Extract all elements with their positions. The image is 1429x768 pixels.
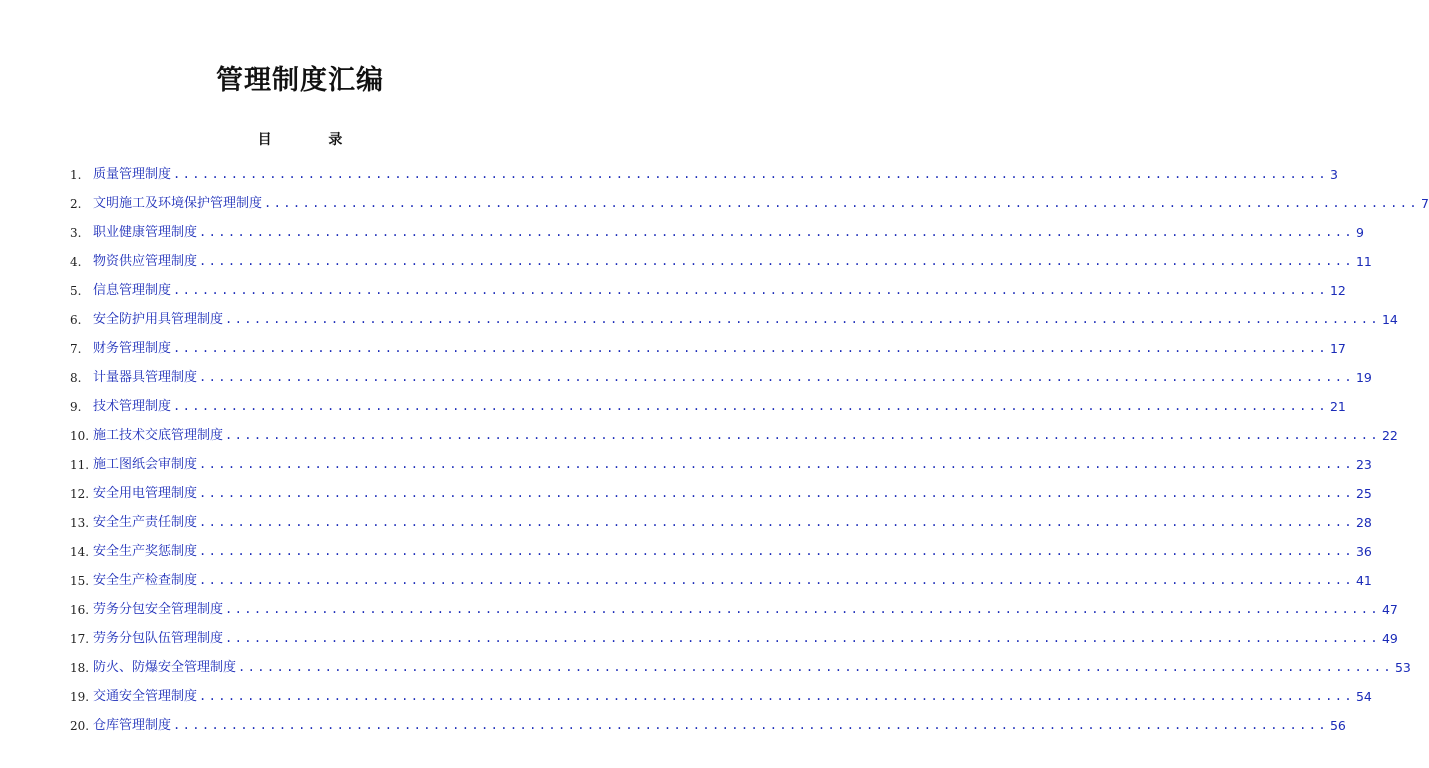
toc-entry[interactable]	[70, 444, 1372, 473]
toc-entry-number: 8.	[70, 371, 82, 385]
table-of-contents	[70, 154, 1429, 734]
toc-dot-leader: ........................................................................................................................	[264, 196, 1419, 210]
toc-entry[interactable]	[70, 270, 1346, 299]
toc-entry-number: 20.	[70, 719, 90, 733]
toc-dot-leader: ........................................................................................................................	[225, 602, 1380, 616]
toc-dot-leader: ........................................................................................................................	[173, 341, 1328, 355]
toc-entry-number: 10.	[70, 429, 90, 443]
toc-entry-title-link[interactable]: 计量器具管理制度	[93, 370, 198, 385]
toc-entry-number: 18.	[70, 661, 90, 675]
toc-entry-number: 17.	[70, 632, 90, 646]
toc-entry[interactable]	[70, 618, 1398, 647]
toc-entry-number: 11.	[70, 458, 90, 472]
toc-entry-number: 12.	[70, 487, 90, 501]
toc-dot-leader: ........................................................................................................................	[225, 428, 1380, 442]
toc-dot-leader: ........................................................................................................................	[199, 254, 1354, 268]
document-title: 管理制度汇编	[216, 65, 384, 96]
toc-entry-title-link[interactable]: 安全用电管理制度	[93, 486, 198, 501]
toc-entry-page-number[interactable]: 25	[1355, 486, 1372, 501]
toc-entry-title-link[interactable]: 劳务分包队伍管理制度	[93, 631, 224, 646]
toc-entry-page-number[interactable]: 11	[1355, 254, 1372, 269]
toc-entry-page-number[interactable]: 41	[1355, 573, 1372, 588]
toc-entry-page-number[interactable]: 49	[1381, 631, 1398, 646]
toc-entry-title-link[interactable]: 安全生产奖惩制度	[93, 544, 198, 559]
toc-entry-title-link[interactable]: 物资供应管理制度	[93, 254, 198, 269]
toc-entry-title-link[interactable]: 安全生产检查制度	[93, 573, 198, 588]
toc-entry[interactable]	[70, 212, 1364, 241]
toc-entry[interactable]	[70, 502, 1372, 531]
toc-dot-leader: ........................................................................................................................	[199, 225, 1354, 239]
toc-entry-page-number[interactable]: 12	[1329, 283, 1346, 298]
toc-entry-page-number[interactable]: 7	[1420, 196, 1429, 211]
toc-entry[interactable]	[70, 560, 1372, 589]
toc-dot-leader: ........................................................................................................................	[173, 399, 1328, 413]
toc-entry-title-link[interactable]: 防火、防爆安全管理制度	[93, 660, 237, 675]
toc-entry-number: 7.	[70, 342, 82, 356]
toc-entry[interactable]	[70, 705, 1346, 734]
toc-heading: 目 录	[257, 132, 369, 148]
toc-entry-title-link[interactable]: 劳务分包安全管理制度	[93, 602, 224, 617]
toc-entry[interactable]	[70, 386, 1346, 415]
toc-entry-number: 6.	[70, 313, 82, 327]
toc-entry[interactable]	[70, 415, 1398, 444]
toc-entry-title-link[interactable]: 文明施工及环境保护管理制度	[93, 196, 263, 211]
toc-entry-title-link[interactable]: 交通安全管理制度	[93, 689, 198, 704]
toc-entry-page-number[interactable]: 56	[1329, 718, 1346, 733]
toc-entry-page-number[interactable]: 22	[1381, 428, 1398, 443]
toc-entry-number: 5.	[70, 284, 82, 298]
toc-entry[interactable]	[70, 676, 1372, 705]
toc-entry-number: 3.	[70, 226, 82, 240]
toc-entry-title-link[interactable]: 职业健康管理制度	[93, 225, 198, 240]
toc-dot-leader: ........................................................................................................................	[199, 486, 1354, 500]
toc-dot-leader: ........................................................................................................................	[199, 457, 1354, 471]
toc-entry-number: 16.	[70, 603, 90, 617]
toc-entry-title-link[interactable]: 施工图纸会审制度	[93, 457, 198, 472]
toc-entry-title-link[interactable]: 施工技术交底管理制度	[93, 428, 224, 443]
toc-dot-leader: ........................................................................................................................	[173, 283, 1328, 297]
toc-entry-title-link[interactable]: 财务管理制度	[93, 341, 172, 356]
toc-entry-page-number[interactable]: 36	[1355, 544, 1372, 559]
toc-dot-leader: ........................................................................................................................	[173, 167, 1328, 181]
toc-entry-page-number[interactable]: 17	[1329, 341, 1346, 356]
toc-entry[interactable]	[70, 328, 1346, 357]
toc-dot-leader: ........................................................................................................................	[199, 689, 1354, 703]
toc-entry-page-number[interactable]: 23	[1355, 457, 1372, 472]
toc-entry-number: 14.	[70, 545, 90, 559]
toc-entry-number: 9.	[70, 400, 82, 414]
toc-entry[interactable]	[70, 154, 1338, 183]
toc-dot-leader: ........................................................................................................................	[199, 544, 1354, 558]
toc-entry[interactable]	[70, 589, 1398, 618]
toc-entry-page-number[interactable]: 9	[1355, 225, 1364, 240]
toc-dot-leader: ........................................................................................................................	[173, 718, 1328, 732]
toc-dot-leader: ........................................................................................................................	[238, 660, 1393, 674]
toc-entry-number: 4.	[70, 255, 82, 269]
toc-entry-title-link[interactable]: 质量管理制度	[93, 167, 172, 182]
toc-entry-number: 1.	[70, 168, 82, 182]
toc-entry-title-link[interactable]: 仓库管理制度	[93, 718, 172, 733]
toc-entry-title-link[interactable]: 技术管理制度	[93, 399, 172, 414]
toc-entry-page-number[interactable]: 28	[1355, 515, 1372, 530]
toc-entry[interactable]	[70, 531, 1372, 560]
toc-entry[interactable]	[70, 647, 1411, 676]
toc-dot-leader: ........................................................................................................................	[199, 370, 1354, 384]
toc-entry[interactable]	[70, 299, 1398, 328]
toc-entry-page-number[interactable]: 14	[1381, 312, 1398, 327]
toc-entry[interactable]	[70, 183, 1429, 212]
toc-entry-page-number[interactable]: 3	[1329, 167, 1338, 182]
toc-entry-page-number[interactable]: 47	[1381, 602, 1398, 617]
toc-entry-title-link[interactable]: 信息管理制度	[93, 283, 172, 298]
toc-entry-number: 19.	[70, 690, 90, 704]
toc-entry-page-number[interactable]: 19	[1355, 370, 1372, 385]
toc-entry-number: 15.	[70, 574, 90, 588]
toc-entry-page-number[interactable]: 21	[1329, 399, 1346, 414]
toc-entry-title-link[interactable]: 安全生产责任制度	[93, 515, 198, 530]
toc-entry-page-number[interactable]: 53	[1394, 660, 1411, 675]
toc-entry-number: 2.	[70, 197, 82, 211]
toc-dot-leader: ........................................................................................................................	[225, 312, 1380, 326]
toc-dot-leader: ........................................................................................................................	[225, 631, 1380, 645]
toc-entry[interactable]	[70, 357, 1372, 386]
toc-entry-number: 13.	[70, 516, 90, 530]
toc-entry-title-link[interactable]: 安全防护用具管理制度	[93, 312, 224, 327]
toc-dot-leader: ........................................................................................................................	[199, 573, 1354, 587]
toc-entry-page-number[interactable]: 54	[1355, 689, 1372, 704]
toc-entry[interactable]	[70, 241, 1372, 270]
toc-entry[interactable]	[70, 473, 1372, 502]
toc-dot-leader: ........................................................................................................................	[199, 515, 1354, 529]
